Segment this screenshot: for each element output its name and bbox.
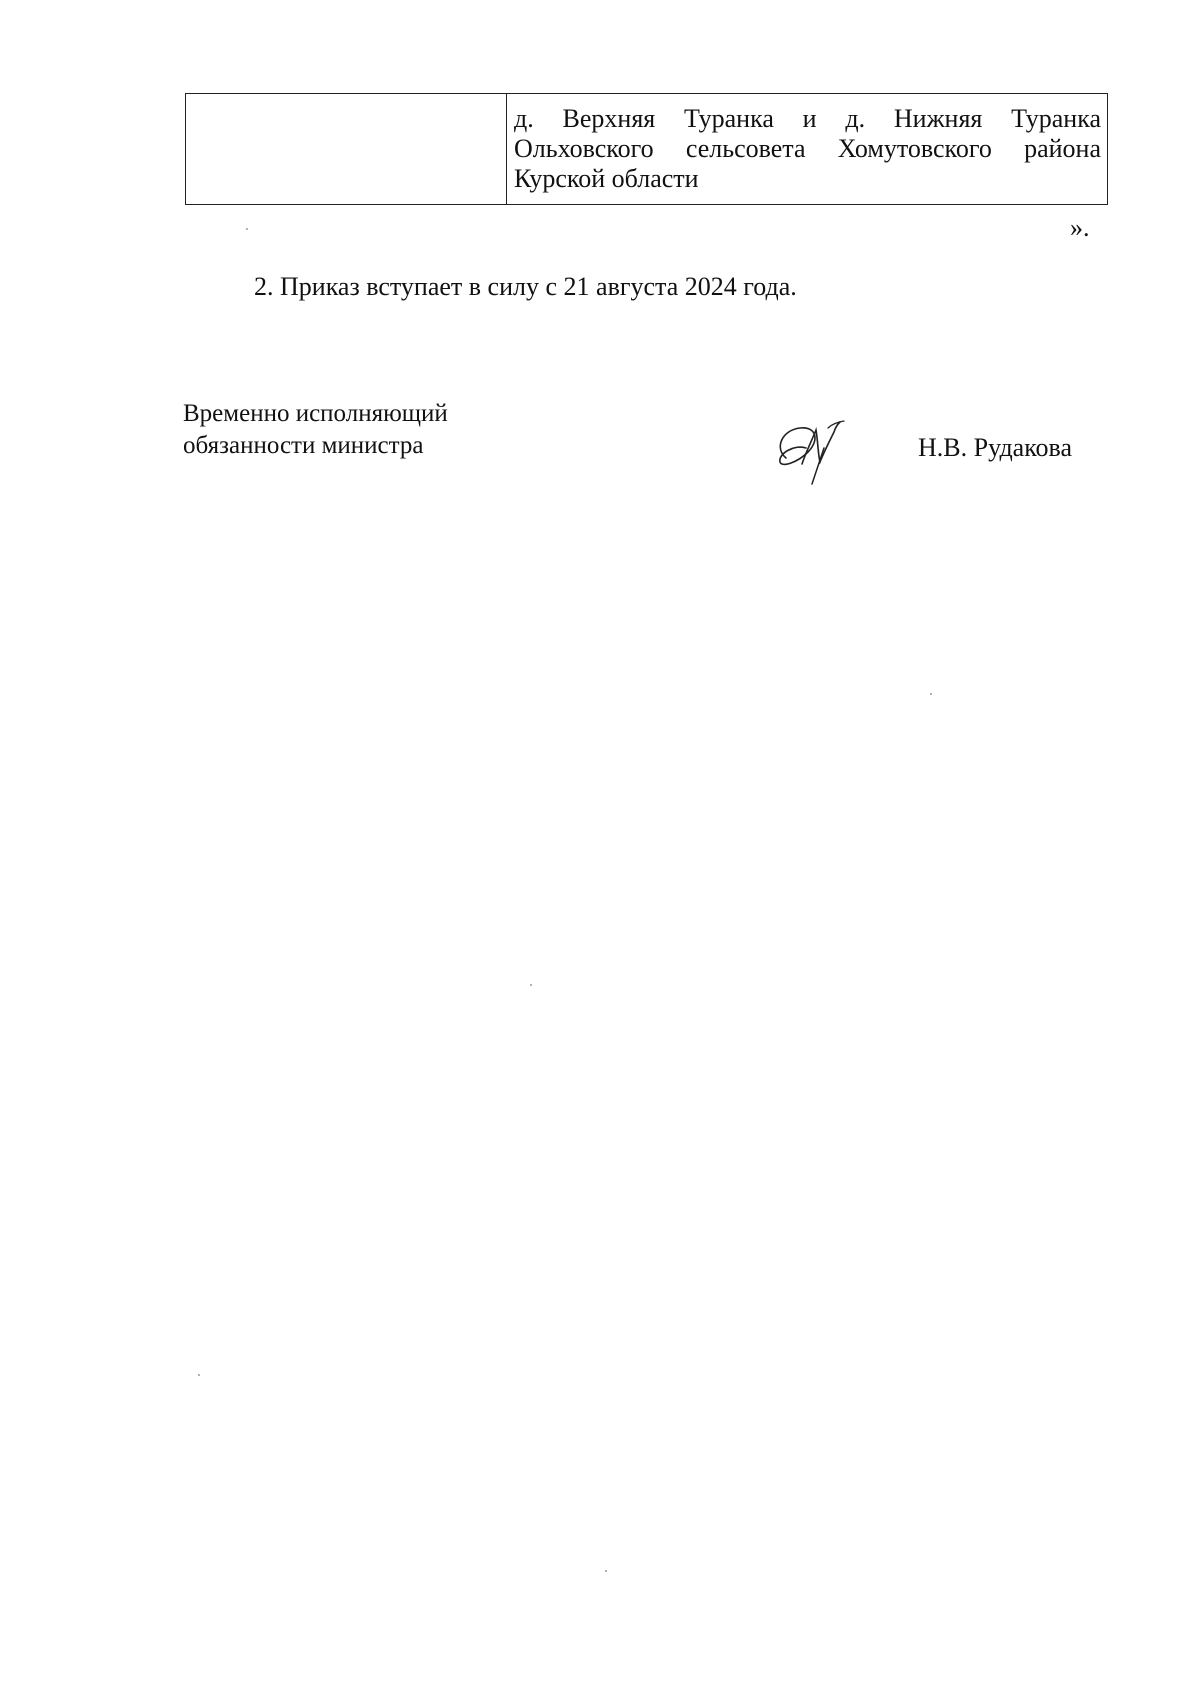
locality-line-3: Курской области: [514, 164, 699, 193]
scan-speck: [930, 693, 932, 695]
scan-speck: [198, 1374, 200, 1376]
clause-2: 2. Приказ вступает в силу с 21 августа 2024 года.: [254, 272, 797, 301]
table-fragment: [185, 93, 1108, 205]
locality-text: [507, 94, 1107, 194]
table-cell-empty: [186, 94, 507, 205]
scan-speck: [246, 228, 248, 230]
locality-line-2: Ольховского сельсовета Хомутовского района: [514, 134, 1101, 163]
scan-speck: [605, 1570, 607, 1572]
position-line-1: Временно исполняющий: [183, 400, 448, 427]
signature-icon: [772, 418, 850, 486]
position-title: [183, 398, 448, 462]
table-row: [186, 94, 1108, 205]
scan-speck: [530, 984, 532, 986]
table-cell-locality: [507, 94, 1108, 205]
closing-quote: ».: [1070, 213, 1090, 242]
position-line-2: обязанности министра: [183, 432, 424, 459]
locality-line-1: д. Верхняя Туранка и д. Нижняя Туранка: [514, 104, 1101, 133]
signer-name: Н.В. Рудакова: [918, 433, 1072, 462]
